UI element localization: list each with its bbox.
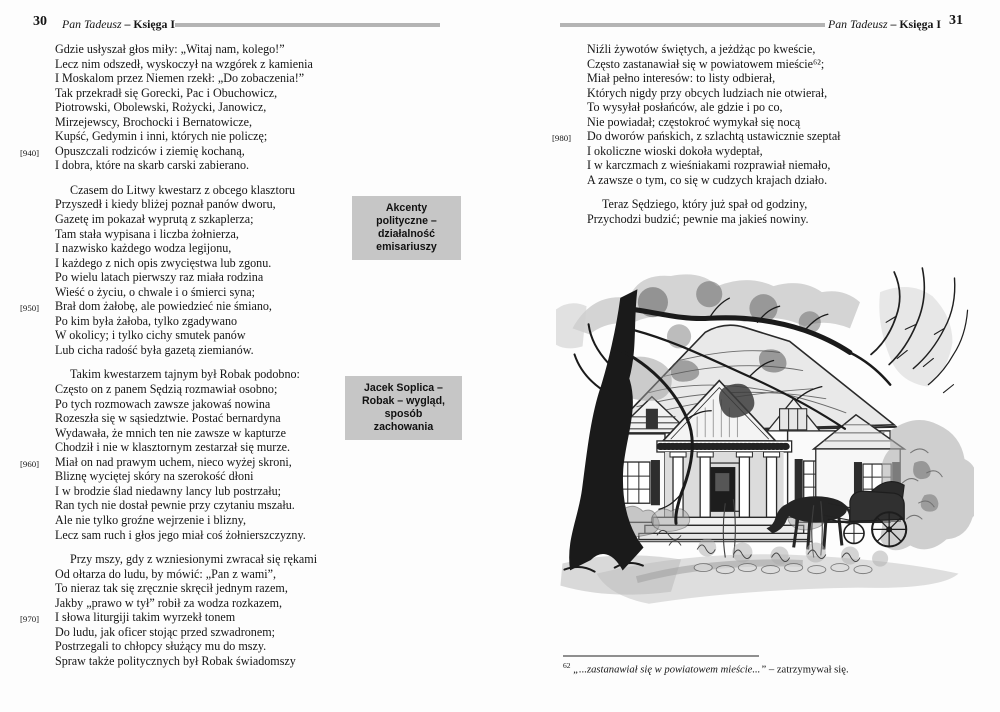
- stanza: [552, 42, 952, 187]
- poem-line: [20, 285, 380, 300]
- poem-line: [552, 42, 952, 57]
- poem-line: [20, 212, 380, 227]
- poem-line-text: Często zastanawiał się w powiatowem mieście⁶²;: [587, 56, 825, 71]
- margin-note-political-accents: [352, 196, 461, 260]
- verse-line-number: [960]: [20, 458, 40, 469]
- footnote-marker: 62: [563, 661, 571, 670]
- margin-note-line: Akcenty: [385, 202, 428, 214]
- poem-line: [20, 625, 380, 640]
- page-number-left: 30: [33, 14, 47, 29]
- poem-line-text: Niźli żywotów świętych, a jeżdżąc po kweście,: [587, 42, 816, 56]
- poem-line-text: Takim kwestarzem tajnym był Robak podobno:: [70, 367, 300, 382]
- poem-line: [20, 513, 380, 528]
- verse-line-number: [970]: [20, 614, 40, 625]
- poem-line: [20, 610, 380, 625]
- poem-line-text: Piotrowski, Obolewski, Rożycki, Janowicz,: [55, 100, 267, 115]
- verse-line-number: [980]: [552, 133, 572, 144]
- poem-line: [20, 144, 380, 159]
- stanza: [20, 552, 380, 668]
- poem-line: [20, 197, 380, 212]
- margin-note-line: Jacek Soplica –: [364, 382, 443, 394]
- poem-line-text: Lecz sam ruch i głos jego miał coś żołnierszczyzny.: [55, 527, 306, 542]
- poem-line: [20, 639, 380, 654]
- poem-line-text: To nieraz tak się zręcznie skręcił jednym razem,: [55, 581, 288, 596]
- poem-line: [20, 469, 380, 484]
- stanza: [20, 183, 380, 358]
- page-right: [500, 0, 1000, 712]
- poem-line-text: Których nigdy przy obcych ludziach nie otwierał,: [587, 85, 828, 100]
- poem-line-text: Opuszczali rodziców i ziemię kochaną,: [55, 143, 245, 158]
- running-title-italic: Pan Tadeusz: [828, 17, 888, 31]
- poem-line-text: Po wielu latach pierwszy raz miała rodzina: [55, 270, 264, 285]
- poem-line-text: Wieść o życiu, o chwale i o śmierci syna;: [55, 284, 256, 299]
- poem-line-text: Rozeszła się w sąsiedztwie. Postać bernardyna: [55, 411, 281, 426]
- margin-note-line: Robak – wygląd,: [361, 395, 445, 407]
- poem-line: [20, 552, 380, 567]
- poem-line: [20, 367, 380, 382]
- poem-line-text: Jakby „prawo w tył” robił za wodza rozkazem,: [55, 595, 282, 610]
- manor-illustration: [556, 266, 974, 648]
- poem-line: [20, 328, 380, 343]
- running-title-left: [62, 17, 175, 32]
- footnote-quote: „...zastanawiał się w powiatowem mieście...”: [573, 664, 767, 676]
- poem-line: [552, 115, 952, 130]
- poem-line: [20, 567, 380, 582]
- stanza: [20, 42, 380, 173]
- poem-line-text: I słowa liturgiji takim wyrzekł tonem: [55, 610, 236, 625]
- poem-line: [552, 86, 952, 101]
- poem-line: [20, 57, 380, 72]
- poem-line-text: Bliznę wyciętej skóry na szerokość dłoni: [55, 469, 254, 484]
- poem-line: [20, 314, 380, 329]
- poem-line-text: Miał on nad prawym uchem, nieco wyżej skroni,: [55, 454, 292, 469]
- poem-line-text: Przyszedł i kiedy bliżej poznał panów dworu,: [55, 197, 276, 212]
- poem-line-text: Lub cicha radość była gazetą ziemianów.: [55, 342, 254, 357]
- poem-line-text: Wydawała, że mnich ten nie zawsze w kapturze: [55, 425, 286, 440]
- poem-line-text: Czasem do Litwy kwestarz z obcego klasztoru: [70, 182, 296, 197]
- poem-line: [20, 654, 380, 669]
- poem-line-text: Tam stała wypisana i liczba żołnierza,: [55, 226, 239, 241]
- poem-line: [20, 270, 380, 285]
- poem-line-text: Miał pełno interesów: to listy odbierał,: [587, 71, 776, 86]
- poem-line: [20, 86, 380, 101]
- poem-line: [552, 144, 952, 159]
- poem-line: [20, 528, 380, 543]
- poem-line-text: Przychodzi budzić; pewnie ma jakieś nowiny.: [587, 212, 809, 227]
- running-title-rest: – Księga I: [890, 17, 941, 31]
- poem-line: [20, 343, 380, 358]
- poem-line-text: I nazwisko każdego wodza legijonu,: [55, 241, 232, 256]
- running-title-rest: – Księga I: [124, 17, 175, 31]
- poem-line-text: Postrzegali to chłopcy służący mu do mszy.: [55, 639, 267, 654]
- poem-line: [20, 71, 380, 86]
- poem-line: [20, 183, 380, 198]
- poem-line: [20, 42, 380, 57]
- running-title-italic: Pan Tadeusz: [62, 17, 122, 31]
- poem-column-left: [20, 42, 380, 678]
- poem-line-text: Kupść, Gedymin i inni, których nie policzę;: [55, 129, 268, 144]
- stanza: [20, 367, 380, 542]
- margin-note-line: sposób: [384, 408, 423, 420]
- poem-line: [20, 256, 380, 271]
- poem-line-text: I okoliczne wioski dokoła wydeptał,: [587, 143, 763, 158]
- footnote-rule: [563, 655, 759, 657]
- margin-note-line: polityczne –: [376, 215, 437, 227]
- poem-line-text: I w brodzie ślad niedawny lancy lub postrzału;: [55, 483, 282, 498]
- poem-line-text: Do dworów pańskich, z szlachtą ustawicznie szeptał: [587, 129, 841, 144]
- poem-line: [20, 426, 380, 441]
- poem-line: [552, 100, 952, 115]
- poem-line: [20, 100, 380, 115]
- poem-line-text: Po tych rozmowach zawsze jakowaś nowina: [55, 396, 271, 411]
- poem-line: [20, 115, 380, 130]
- footnote: [563, 661, 923, 676]
- footnote-text: – zatrzymywał się.: [768, 664, 849, 676]
- poem-line: [552, 129, 952, 144]
- poem-line-text: I każdego z nich opis zwycięstwa lub zgonu.: [55, 255, 272, 270]
- margin-note-line: działalność: [377, 228, 436, 240]
- manor-drawing: [556, 266, 974, 648]
- poem-line: [552, 197, 952, 212]
- poem-line-text: I dobra, które na skarb carski zabierano.: [55, 158, 250, 173]
- poem-line-text: Od ołtarza do ludu, by mówić: „Pan z wami”,: [55, 566, 276, 581]
- poem-line: [20, 227, 380, 242]
- poem-line: [20, 241, 380, 256]
- poem-line: [20, 397, 380, 412]
- poem-line-text: Ran tych nie dostał pewnie przy czytaniu mszału.: [55, 498, 295, 513]
- poem-line: [20, 581, 380, 596]
- poem-line: [20, 455, 380, 470]
- hanging-branches: [871, 268, 968, 393]
- poem-line: [552, 158, 952, 173]
- poem-line-text: Po kim była żałoba, tylko zgadywano: [55, 313, 238, 328]
- poem-line-text: I w karczmach z wieśniakami rozprawiał niemało,: [587, 158, 831, 173]
- poem-line: [20, 440, 380, 455]
- poem-line: [20, 484, 380, 499]
- running-title-right: [780, 17, 941, 32]
- poem-line: [20, 498, 380, 513]
- poem-line-text: Do ludu, jak oficer stojąc przed szwadronem;: [55, 624, 275, 639]
- poem-line-text: Mirzejewscy, Brochocki i Bernatowicze,: [55, 114, 253, 129]
- verse-line-number: [940]: [20, 147, 40, 158]
- poem-line-text: Często on z panem Sędzią rozmawiał osobno;: [55, 382, 278, 397]
- poem-line-text: A zawsze o tym, co się w cudzych krajach działo.: [587, 172, 828, 187]
- page-number-right: 31: [949, 13, 963, 28]
- margin-note-jacek-soplica: [345, 376, 462, 440]
- poem-line-text: Lecz nim odszedł, wyskoczył na wzgórek z kamienia: [55, 56, 313, 71]
- poem-line: [552, 212, 952, 227]
- poem-line-text: Tak przekradł się Gorecki, Pac i Obuchowicz,: [55, 85, 278, 100]
- verse-line-number: [950]: [20, 303, 40, 314]
- margin-note-line: zachowania: [373, 421, 434, 433]
- poem-line-text: Brał dom żałobę, ale powiedzieć nie śmiano,: [55, 299, 272, 314]
- poem-line-text: Gazetę im pokazał wyprutą z szkaplerza;: [55, 212, 254, 227]
- poem-line-text: Gdzie usłyszał głos miły: „Witaj nam, kolego!”: [55, 42, 285, 56]
- poem-line-text: To wysyłał posłańców, ale gdzie i po co,: [587, 100, 783, 115]
- poem-line: [20, 382, 380, 397]
- poem-line: [20, 299, 380, 314]
- poem-line: [20, 129, 380, 144]
- poem-line: [20, 411, 380, 426]
- poem-column-right: [552, 42, 952, 237]
- stanza: [552, 197, 952, 226]
- poem-line: [20, 596, 380, 611]
- poem-line: [552, 71, 952, 86]
- poem-line-text: W okolicy; i tylko cichy smutek panów: [55, 328, 246, 343]
- poem-line-text: Nie powiadał; częstokroć wymykał się nocą: [587, 114, 801, 129]
- poem-line-text: I Moskalom przez Niemen rzekł: „Do zobaczenia!”: [55, 71, 305, 86]
- header-rule-left: [175, 23, 440, 27]
- poem-line-text: Spraw także politycznych był Robak świadomszy: [55, 653, 296, 668]
- poem-line-text: Chodził i nie w klasztornym zestarzał się murze.: [55, 440, 291, 455]
- margin-note-line: emisariuszy: [376, 241, 437, 253]
- poem-line: [552, 173, 952, 188]
- poem-line-text: Ale nie tylko groźne wejrzenie i blizny,: [55, 512, 246, 527]
- poem-line: [552, 57, 952, 72]
- poem-line-text: Przy mszy, gdy z wzniesionymi zwracał się rękami: [70, 552, 318, 567]
- poem-line-text: Teraz Sędziego, który już spał od godziny,: [602, 197, 808, 212]
- poem-line: [20, 158, 380, 173]
